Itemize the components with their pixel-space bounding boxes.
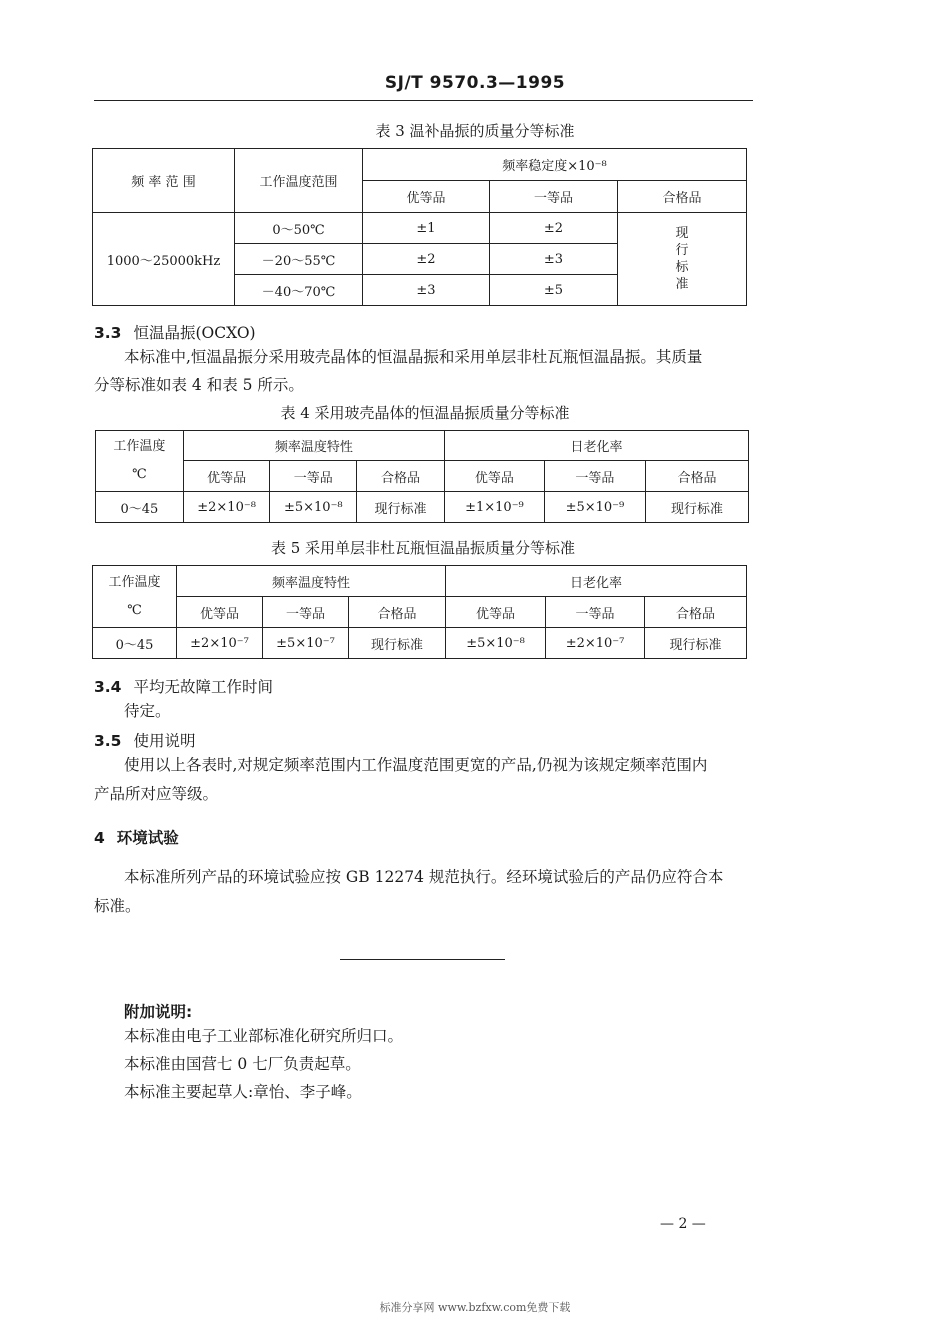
notes-line1: 本标准由电子工业部标准化研究所归口。 (124, 1027, 404, 1045)
section-3-5-para-line1: 使用以上各表时,对规定频率范围内工作温度范围更宽的产品,仍视为该规定频率范围内 (124, 756, 708, 774)
table-cell: ±5×10⁻⁸ (270, 492, 357, 523)
table4-header-temp-line2: ℃ (132, 467, 147, 482)
table5-grade: 优等品 (446, 597, 546, 628)
table-cell: 0～50℃ (235, 213, 363, 244)
section-number: 3.5 (94, 732, 122, 750)
table5-header-temp (93, 566, 177, 628)
table-cell: ±5×10⁻⁸ (446, 628, 546, 659)
table-cell: －40～70℃ (235, 275, 363, 306)
section-title: 平均无故障工作时间 (133, 678, 273, 696)
table3-header-stability: 频率稳定度×10⁻⁸ (363, 149, 747, 181)
table-cell: ±3 (363, 275, 490, 306)
table5-header-temp-line2: ℃ (127, 602, 142, 618)
section-title: 恒温晶振(OCXO) (133, 324, 256, 342)
table4-grade: 优等品 (444, 461, 544, 492)
table-cell: ±5×10⁻⁷ (263, 628, 349, 659)
section-4-para-line2: 标准。 (94, 897, 141, 915)
table3-qualified-cell (618, 213, 747, 306)
section-3-3-para-line1: 本标准中,恒温晶振分采用玻壳晶体的恒温晶振和采用单层非杜瓦瓶恒温晶振。其质量 (124, 348, 703, 366)
table-cell: ±3 (490, 244, 618, 275)
table-cell: ±1 (363, 213, 490, 244)
table-cell: ±2 (363, 244, 490, 275)
page-number: — 2 — (660, 1216, 706, 1232)
table4 (95, 430, 749, 523)
table4-caption: 表 4 采用玻壳晶体的恒温晶振质量分等标准 (280, 404, 570, 422)
table3-header-freq: 频 率 范 围 (93, 149, 235, 213)
section-title: 环境试验 (116, 829, 179, 847)
section-4-heading (94, 826, 179, 848)
notes-line3: 本标准主要起草人:章怡、李子峰。 (124, 1083, 362, 1101)
table5-group-freq-temp: 频率温度特性 (177, 566, 446, 597)
table3-grade-superior: 优等品 (363, 181, 490, 213)
table4-row-temp: 0～45 (96, 492, 184, 523)
table-cell: ±5×10⁻⁹ (544, 492, 645, 523)
section-3-4-body: 待定。 (124, 702, 171, 720)
table3-header-temp: 工作温度范围 (235, 149, 363, 213)
table3-grade-first: 一等品 (490, 181, 618, 213)
notes-title: 附加说明: (124, 1003, 193, 1021)
table-cell: ±2×10⁻⁷ (546, 628, 645, 659)
table3-caption: 表 3 温补晶振的质量分等标准 (375, 122, 575, 140)
table-cell: ±1×10⁻⁹ (444, 492, 544, 523)
table5-grade: 合格品 (349, 597, 446, 628)
table5-grade: 一等品 (546, 597, 645, 628)
section-number: 4 (94, 829, 105, 847)
table4-grade: 一等品 (544, 461, 645, 492)
section-title: 使用说明 (133, 732, 196, 750)
table-cell: ±5 (490, 275, 618, 306)
table4-grade: 一等品 (270, 461, 357, 492)
table3-grade-qualified: 合格品 (618, 181, 747, 213)
section-3-3-para-line2: 分等标准如表 4 和表 5 所示。 (94, 376, 304, 394)
section-number: 3.4 (94, 678, 122, 696)
section-3-5-heading (94, 729, 195, 751)
table-cell: ±2×10⁻⁸ (183, 492, 270, 523)
table4-group-freq-temp: 频率温度特性 (183, 431, 444, 461)
table5-header-temp-line1: 工作温度 (108, 574, 161, 590)
table4-header-temp-line1: 工作温度 (113, 439, 166, 454)
section-4-para-line1: 本标准所列产品的环境试验应按 GB 12274 规范执行。经环境试验后的产品仍应符合本 (124, 868, 724, 886)
table5-grade: 一等品 (263, 597, 349, 628)
table5-group-aging: 日老化率 (446, 566, 747, 597)
table4-grade: 优等品 (183, 461, 270, 492)
table-cell: ±2×10⁻⁷ (177, 628, 263, 659)
section-separator (340, 959, 505, 960)
document-code: SJ/T 9570.3—1995 (384, 73, 566, 93)
table3-qualified-value: 现行标准 (675, 226, 689, 292)
table5-caption: 表 5 采用单层非杜瓦瓶恒温晶振质量分等标准 (270, 539, 576, 557)
table-cell: 现行标准 (357, 492, 445, 523)
table-cell: ±2 (490, 213, 618, 244)
section-3-4-heading (94, 675, 273, 697)
table-cell: －20～55℃ (235, 244, 363, 275)
table5-row-temp: 0～45 (93, 628, 177, 659)
table3 (92, 148, 747, 306)
section-number: 3.3 (94, 324, 122, 342)
table4-grade: 合格品 (645, 461, 748, 492)
table-cell: 现行标准 (645, 628, 747, 659)
section-3-5-para-line2: 产品所对应等级。 (94, 785, 219, 803)
notes-line2: 本标准由国营七 0 七厂负责起草。 (124, 1055, 361, 1073)
table-cell: 现行标准 (645, 492, 748, 523)
table5-grade: 合格品 (645, 597, 747, 628)
section-3-3-heading (94, 321, 256, 343)
header-rule (94, 100, 753, 101)
table-cell: 现行标准 (349, 628, 446, 659)
table5-grade: 优等品 (177, 597, 263, 628)
footer-watermark: 标准分享网 www.bzfxw.com免费下载 (379, 1301, 571, 1314)
table3-freq-range: 1000～25000kHz (93, 213, 235, 306)
table5 (92, 565, 747, 659)
table4-header-temp (96, 431, 184, 492)
table4-group-aging: 日老化率 (444, 431, 748, 461)
table4-grade: 合格品 (357, 461, 445, 492)
